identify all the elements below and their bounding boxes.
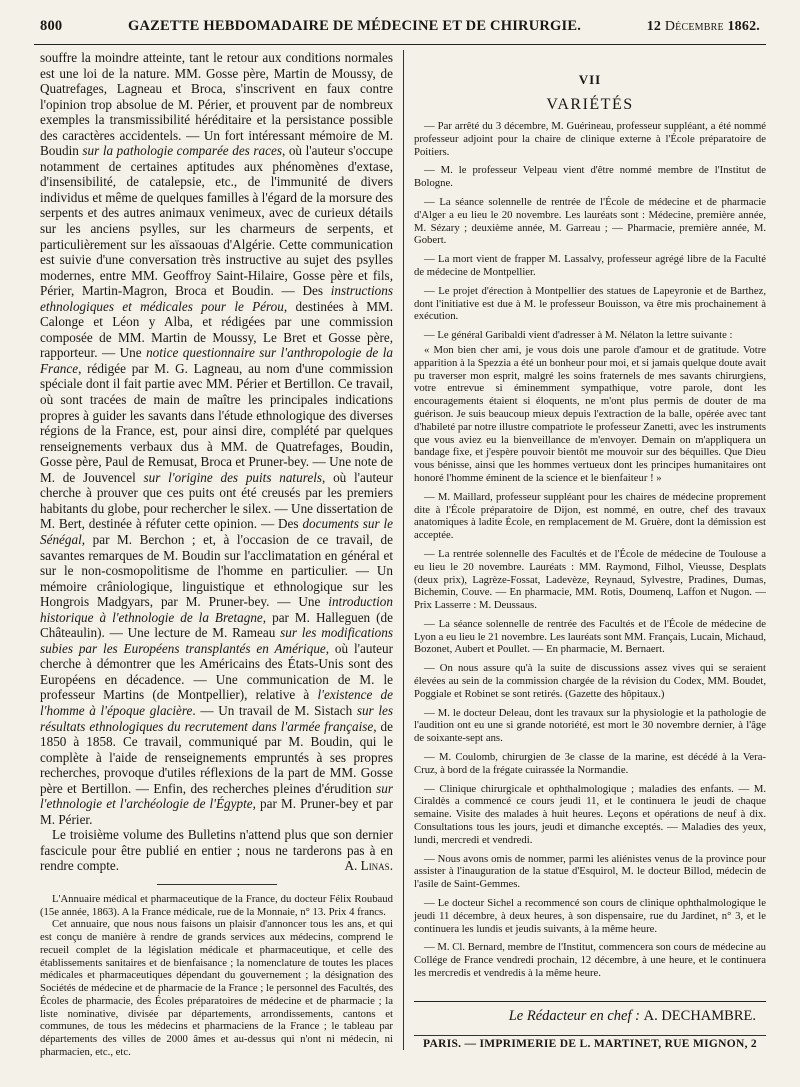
editor-rule-bottom [414,1035,766,1036]
news-item: — M. Maillard, professeur suppléant pour les chaires de médecine proprement dite à l'École préparatoire de Dijon, est nommé, en outre, chef des travaux anatomiques à ladite École, en remplacement de M. Gruère, dont la démission est acceptée. [414,490,766,542]
news-item: — La séance solennelle de rentrée des Facultés et de l'École de médecine de Lyon a eu lieu le 21 novembre. Les lauréats sont MM. Français, Lucain, Michaud, Bozonet, Aubert et Poullet. — En pharmacie, M. Bernaert. [414,617,766,656]
running-header [40,18,760,40]
news-item: — Le projet d'érection à Montpellier des statues de Lapeyronie et de Barthez, dont l'initiative est due à M. le professeur Bouisson, va être mis prochainement à exécution. [414,284,766,323]
news-item: — Nous avons omis de nommer, parmi les aliénistes venus de la province pour assister à l'inauguration de la statue d'Esquirol, M. le docteur Billod, médecin de l'asile de Saint-Gemmes. [414,852,766,891]
issue-day: 12 [646,19,662,34]
news-item: — Clinique chirurgicale et ophthalmologique ; maladies des enfants. — M. Ciraldès a commencé ce cours jeudi 11, et le continuera le jeudi de chaque semaine. Visite des malades à huit heures. Leçons et opérations de neuf à dix. Consultations tous les jours, jeudi et dimanche exceptés. — Maladies des yeux, lundi, mercredi et vendredi. [414,782,766,846]
right-column [414,50,766,986]
printer-imprint: PARIS. — IMPRIMERIE DE L. MARTINET, RUE MIGNON, 2 [423,1038,757,1050]
garibaldi-letter: « Mon bien cher ami, je vous dois une parole d'amour et de gratitude. Votre apparition à la Spezzia a été un bonheur pour moi, et si jamais quelque doute avait pu traverser mon esprit, malgré les soins fraternels de mes savants chirurgiens, votre entrevue si éminemment sympathique, votre parole, dont les encouragements étaient si éloquents, ne m'ont plus permis de douter de ma guérison. Je suis beaucoup mieux depuis l'extraction de la balle, opérée avec tant d'habileté par notre illustre compatriote le professeur Zanetti, avec les instruments que vous aviez eu la bienveillance de m'envoyer. Demain on m'appliquera un bandage fixe, et j'espère pouvoir bientôt me mouvoir sur des béquilles. Que Dieu vous bénisse, ainsi que les hommes vertueux dont les principes humanitaires ont honoré l'homme éminent de la science et le bienfaiteur ! » [414,343,766,484]
left-column [40,50,393,1059]
book-notice-body: Cet annuaire, que nous nous faisons un plaisir d'annoncer tous les ans, et qui est conçu de manière à rendre de grands services aux médecins, comprend le recueil complet de la législation médicale et pharmaceutique, et celle des établissements sanitaires et de bienfaisance ; la nomenclature de toutes les places médicales et pharmaceutiques dépendant du gouvernement ; la désignation des Sociétés de médecine et de pharmacie de la France ; le personnel des Facultés, des Écoles de pharmacie, des Écoles préparatoires de médecine et de pharmacie ; la liste nominative, divisée par départements, arrondissements, cantons et communes, de tous les médecins et pharmaciens de la France ; le tableau par départements des villes de 2000 âmes et au-dessus qui n'ont ni médecin, ni pharmacien, etc., etc. [40,918,393,1058]
editor-label: Le Rédacteur en chef : [508,1008,640,1024]
header-rule [34,44,766,45]
news-item: — M. Cl. Bernard, membre de l'Institut, commencera son cours de médecine au Collége de France vendredi prochain, 12 décembre, à une heure, et le continuera les mercredis et vendredis à la même heure. [414,941,766,980]
news-item: — La mort vient de frapper M. Lassalvy, professeur agrégé libre de la Faculté de médecine de Montpellier. [414,253,766,278]
editor-signature-block [414,1001,766,1036]
journal-title: GAZETTE HEBDOMADAIRE DE MÉDECINE ET DE CHIRURGIE. [128,18,582,34]
issue-month: Décembre [664,19,724,34]
closing-paragraph: Le troisième volume des Bulletins n'attend plus que son dernier fascicule pour être publié en entier ; nous ne tarderons pas à en rendre compte. A. Linas. [40,827,393,874]
news-item: — Le général Garibaldi vient d'adresser à M. Nélaton la lettre suivante : [424,329,733,342]
editor-name: A. DECHAMBRE. [643,1008,756,1024]
issue-date [647,19,760,35]
book-notice-title: L'Annuaire médical et pharmaceutique de la France, du docteur Félix Roubaud (15e année, 1863). A la France médicale, rue de la Monnaie, n° 13. Prix 4 francs. [40,892,393,918]
news-item: — Le docteur Sichel a recommencé son cours de clinique ophthalmologique le jeudi 11 décembre, à deux heures, à son dispensaire, rue du Jardinet, n° 3, et le continuera les lundis et jeudis suivants, à la même heure. [414,897,766,935]
society-report-paragraph: souffre la moindre atteinte, tant le retour aux conditions normales est une loi de la nature. MM. Gosse père, Martin de Moussy, de Quatrefages, Lagneau et Broca, s'inscrivent en faux contre l'opinion trop absolue de M. Périer, et prouvent par de nombreux exemples la transmissibilité héréditaire et la persistance possible des caractères accidentels. — Un fort intéressant mémoire de M. Boudin sur la pathologie comparée des races, où l'auteur s'occupe notamment de certaines aptitudes aux phénomènes d'extase, d'insensibilité, de catalepsie, etc., de l'immunité de divers individus et même de quelques familles à l'égard de la morsure des serpents et des autres animaux venimeux, avec de curieux détails sur les anciens psylles, sur les charmeurs de serpents, et particulièrement sur les aïssaouas d'Algérie. Cette communication est suivie d'une conversation très instructive au sujet des psylles modernes, entre MM. Geoffroy Saint-Hilaire, Gosse père et fils, Périer, Martin-Magron, Broca et Boudin. — Des instructions ethnologiques et médicales pour le Pérou, destinées à MM. Calonge et Léon y Alba, et rédigées par une commission composée de MM. Martin de Moussy, Le Bret et Gosse père, rapporteur. — Une notice questionnaire sur l'anthropologie de la France, rédigée par M. G. Lagneau, au nom d'une commission spéciale dont il fait partie avec MM. Périer et Bertillon. Ce travail, où sont tracées de main de maître les principales indications propres à guider les savants dans l'étude ethnologique des diverses régions de la France, est, pour ainsi dire, complété par quelques renseignements verbaux dus à MM. de Quatrefages, Boudin, Gosse père, Paul de Remusat, Broca et Pruner-bey. — Une note de M. de Jouvencel sur l'origine des puits naturels, où l'auteur cherche à prouver que ces puits ont été creusés par les premiers habitants du globe, pour rechercher le silex. — Une dissertation de M. Bert, destinée à réfuter cette opinion. — Des documents sur le Sénégal, par M. Berchon ; et, à l'occasion de ce travail, de savantes remarques de M. Boudin sur l'acclimatation en général et sur le non-cosmopolitisme de l'homme en particulier. — Un mémoire crâniologique, linguistique et ethnologique sur les Hongrois Madgyars, par M. Pruner-bey. — Une introduction historique à l'ethnologie de la Bretagne, par M. Halleguen (de Châteaulin). — Une lecture de M. Rameau sur les modifications subies par les Européens transplantés en Amérique, où l'auteur cherche à démontrer que les Américains des États-Unis sont des Européens en décadence. — Une communication de M. le professeur Martins (de Montpellier), relative à l'existence de l'homme à l'époque glacière. — Un travail de M. Sistach sur les résultats ethnologiques du recrutement dans l'armée française, de 1850 à 1858. Ce travail, communiqué par M. Boudin, qui le complète à l'aide de renseignements empruntés à ses propres recherches, provoque d'utiles réflexions de la part de MM. Gosse père et Bertillon. — Enfin, des recherches pleines d'érudition sur l'ethnologie et l'archéologie de l'Égypte, par M. Pruner-bey et par M. Périer. [40,50,394,827]
news-item: — La séance solennelle de rentrée de l'École de médecine et de pharmacie d'Alger a eu lieu le 20 novembre. Les lauréats sont : Médecine, première année, M. Sézary ; deuxième année, M. Garreau ; — Pharmacie, première année, M. Gobert. [414,195,766,247]
article-separator [157,884,277,885]
news-item: — M. Coulomb, chirurgien de 3e classe de la marine, est décédé à la Vera-Cruz, à bord de la frégate cuirassée la Normandie. [414,751,766,776]
editor-rule-top [414,1001,766,1002]
section-number: VII [578,72,602,87]
page-number: 800 [40,18,63,34]
column-divider [403,50,404,1050]
section-title: VARIÉTÉS [546,96,634,113]
editor-line [414,1007,766,1025]
news-item: — La rentrée solennelle des Facultés et de l'École de médecine de Toulouse a eu lieu le 20 novembre. Lauréats : MM. Raymond, Filhol, Vieusse, Desplats (deux prix), Lagrèze-Fossat, Ladevèze, Reynaud, Sylvestre, Pradines, Dumas, Bichemin, Couve. — En pharmacie, MM. Rotis, Doumenq, Laffon et Nugon. — Prix Lasserre : M. Deussaus. [414,547,766,612]
news-item: — On nous assure qu'à la suite de discussions assez vives qui se seraient élevées au sein de la commission chargée de la révision du Codex, MM. Boudet, Poggiale et Robinet se sont retirés. (Gazette des hôpitaux.) [414,662,766,700]
news-item: — M. le docteur Deleau, dont les travaux sur la physiologie et la pathologie de l'audition ont eu une si grande notoriété, est mort le 30 novembre dernier, à l'âge de soixante-sept ans. [414,706,766,745]
issue-year: 1862. [727,19,760,34]
news-item: — Par arrêté du 3 décembre, M. Guérineau, professeur suppléant, a été nommé professeur adjoint pour la chaire de clinique externe à l'École préparatoire de Poitiers. [414,120,766,158]
news-item: — M. le professeur Velpeau vient d'être nommé membre de l'Institut de Bologne. [414,164,766,190]
article-signature: A. Linas. [344,858,393,874]
